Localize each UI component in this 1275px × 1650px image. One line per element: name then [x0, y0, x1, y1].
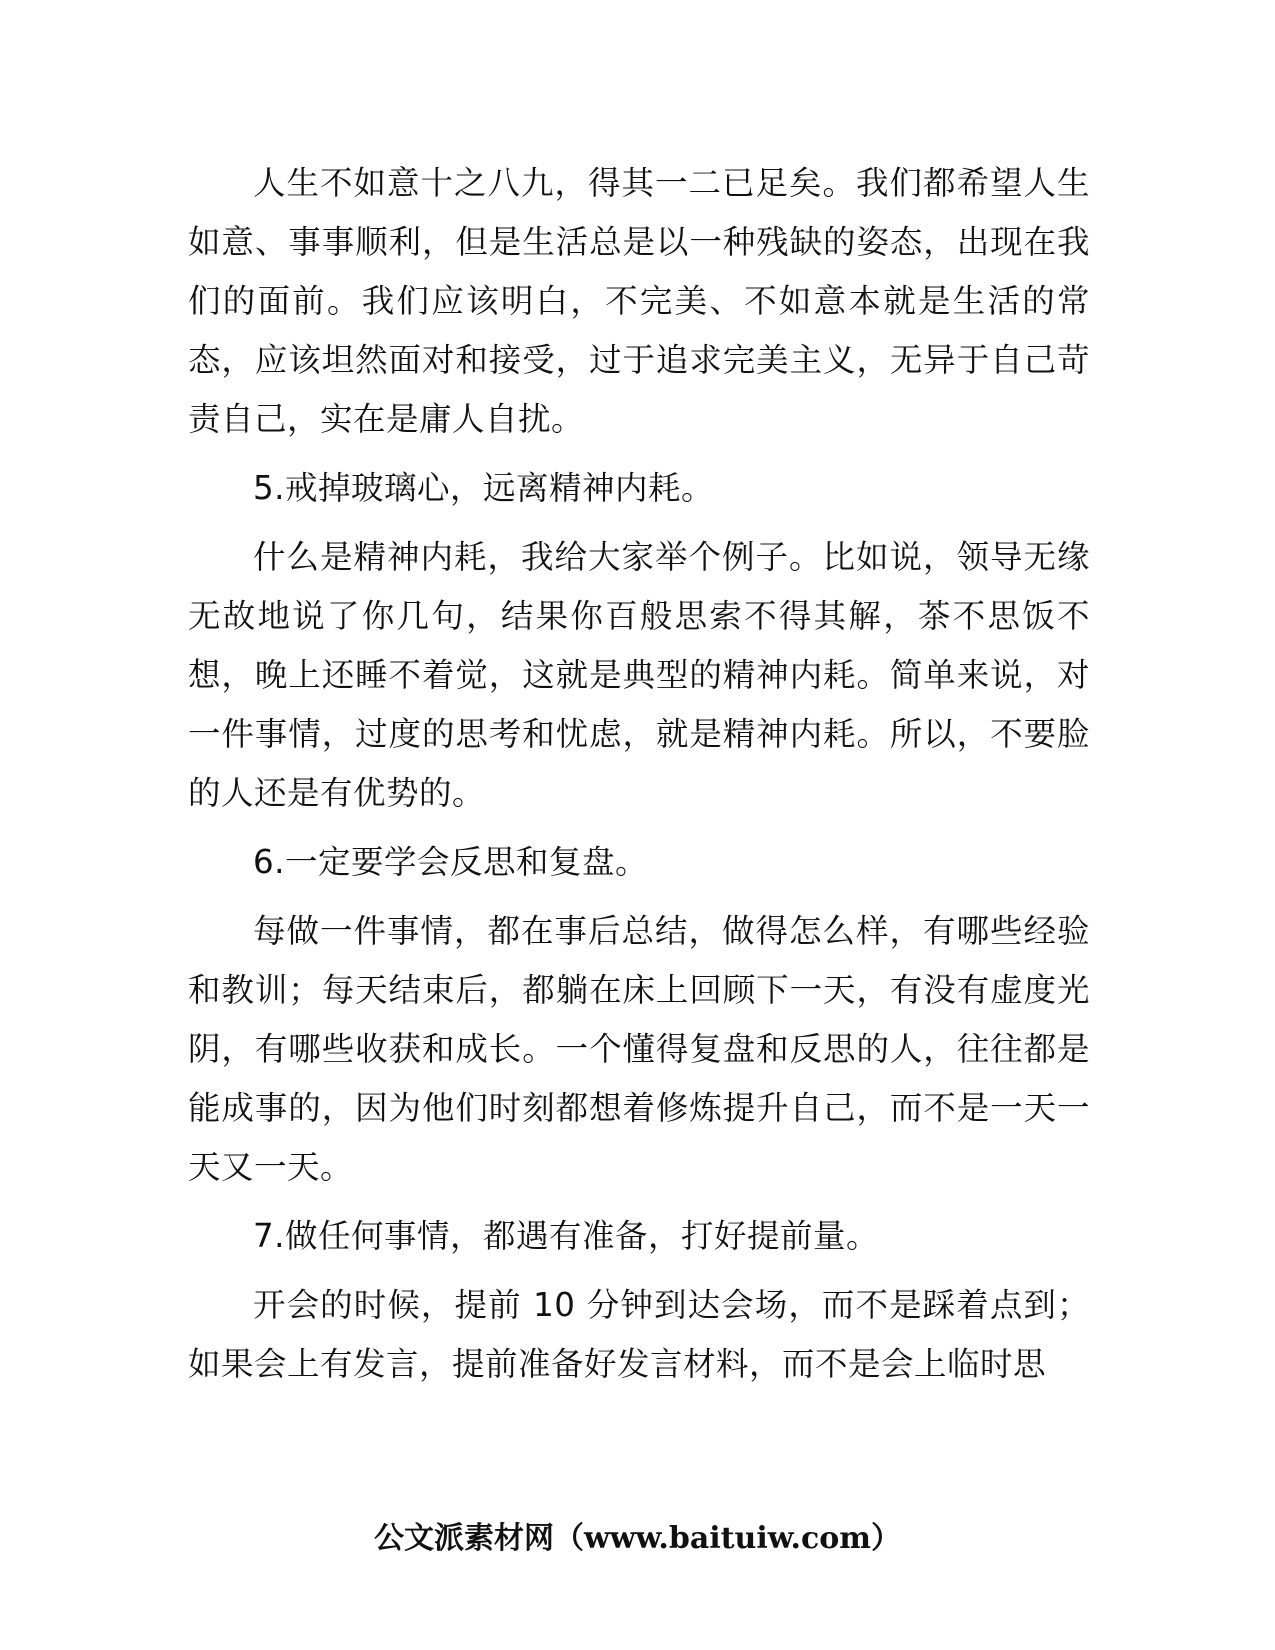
- paragraph: 什么是精神内耗，我给大家举个例子。比如说，领导无缘无故地说了你几句，结果你百般思索不得其解，茶不思饭不想，晚上还睡不着觉，这就是典型的精神内耗。简单来说，对一件事情，过度的思考和忧虑，就是精神内耗。所以，不要脸的人还是有优势的。: [188, 538, 1090, 812]
- section-heading: 6.一定要学会反思和复盘。: [253, 843, 649, 881]
- paragraph: 开会的时候，提前 10 分钟到达会场，而不是踩着点到；如果会上有发言，提前准备好发言材料，而不是会上临时思: [188, 1286, 1090, 1383]
- section-heading: 5.戒掉玻璃心，远离精神内耗。: [253, 469, 715, 507]
- document-body: [188, 154, 1090, 1404]
- paragraph: 每做一件事情，都在事后总结，做得怎么样，有哪些经验和教训；每天结束后，都躺在床上回顾下一天，有没有虚度光阴，有哪些收获和成长。一个懂得复盘和反思的人，往往都是能成事的，因为他们时刻都想着修炼提升自己，而不是一天一天又一天。: [188, 912, 1090, 1186]
- section-heading: 7.做任何事情，都遇有准备，打好提前量。: [253, 1217, 880, 1255]
- paragraph: 人生不如意十之八九，得其一二已足矣。我们都希望人生如意、事事顺利，但是生活总是以一种残缺的姿态，出现在我们的面前。我们应该明白，不完美、不如意本就是生活的常态，应该坦然面对和接受，过于追求完美主义，无异于自己苛责自己，实在是庸人自扰。: [188, 164, 1090, 438]
- page-footer: 公文派素材网（www.baituiw.com）: [373, 1521, 902, 1556]
